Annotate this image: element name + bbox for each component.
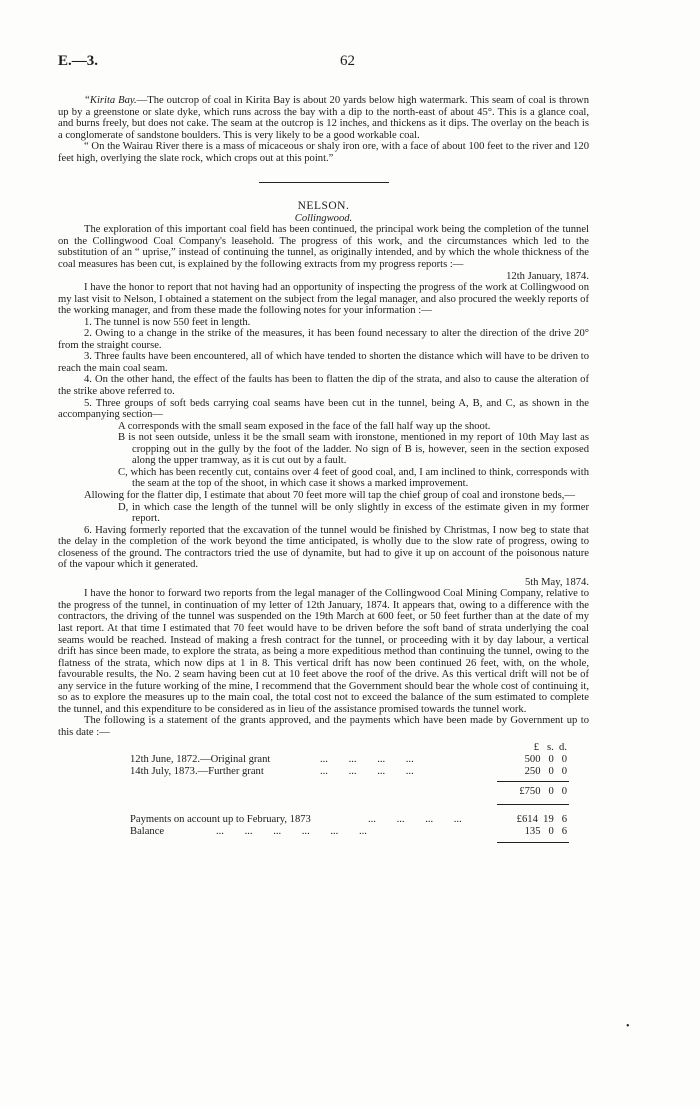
report1-allowing: Allowing for the flatter dip, I estimate that about 70 feet more will tap the chief group of coal and ironstone beds,— <box>84 489 575 501</box>
report1-item-3: 3. Three faults have been encountered, all of which have tended to shorten the distance which will have to be driven to reach the main coal seam. <box>58 351 589 374</box>
section-divider <box>259 182 389 183</box>
balance-amount: 135 0 6 <box>524 826 567 838</box>
sum-rule <box>497 804 569 805</box>
grant-row-2 <box>58 766 589 778</box>
total-underline-row <box>58 800 589 814</box>
payments-amount: £614 19 6 <box>516 814 567 826</box>
report1-item-6: 6. Having formerly reported that the excavation of the tunnel would be finished by Christmas, I now beg to state that the delay in the completion of the work beyond the time anticipated, is wholly due to the slow rate of progress, owing to closeness of the ground. The contractors tried the use of dynamite, but had to give it up on account of the poisonous nature of the vapour which it generated. <box>58 524 589 571</box>
sum-rule <box>497 842 569 843</box>
section-subtitle: Collingwood. <box>294 212 353 224</box>
seam-c: C, which has been recently cut, contains over 4 feet of good coal, and, I am inclined to think, corresponds with the seam at the top of the shoot, in which case it shows a marked improvement. <box>118 466 589 490</box>
leader-dots: ... ... ... ... <box>368 814 462 826</box>
quote-paragraph-wairau: “ On the Wairau River there is a mass of micaceous or shaly iron ore, with a face of about 100 feet to the river and 120 feet high, overlying the slate rock, which crops out at this point.” <box>58 141 589 164</box>
document-body <box>58 95 589 848</box>
report1-date: 12th January, 1874. <box>506 270 589 282</box>
grant-label: 14th July, 1873.—Further grant <box>130 766 264 778</box>
report1-opening: I have the honor to report that not having had an opportunity of inspecting the progress of the work at Collingwood on my last visit to Nelson, I obtained a statement on the subject from the legal manager, and also procured the weekly reports of the working manager, and from these made the following notes for your information :— <box>58 282 589 317</box>
stray-mark: • <box>626 1021 630 1032</box>
leader-dots: ... ... ... ... <box>320 766 414 778</box>
report1-item-1: 1. The tunnel is now 550 feet in length. <box>84 316 251 328</box>
grant-amount: 250 0 0 <box>524 766 567 778</box>
balance-row <box>58 826 589 838</box>
leader-dots: ... ... ... ... <box>320 754 414 766</box>
section-title: NELSON. <box>297 200 350 213</box>
grant-total-row <box>58 778 589 800</box>
seam-a: A corresponds with the small seam exposed in the face of the fall half way up the shoot. <box>118 420 491 432</box>
currency-header: £ s. d. <box>533 742 567 754</box>
report-code: E.—3. <box>58 53 99 69</box>
quote-paragraph-kirita <box>58 95 589 141</box>
report1-item-5: 5. Three groups of soft beds carrying coal seams have been cut in the tunnel, being A, B, and C, as shown in the accompanying section— <box>58 397 589 421</box>
grant-total: £750 0 0 <box>519 786 567 798</box>
report1-item-4: 4. On the other hand, the effect of the faults has been to flatten the dip of the strata, and also to cause the alteration of the strike above referred to. <box>58 374 589 398</box>
payments-row <box>58 814 589 826</box>
quote-text: —The outcrop of coal in Kirita Bay is about 20 yards below high watermark. This seam of coal is thrown up by a greenstone or slate dyke, which runs across the bay with a dip to the north-east of about 45°. This is a glance coal, and burns freely, but does not cake. The seam at the outcrop is 12 inches, and thickens as it dips. The overlay on the beach is a conglomerate of sandstone boulders. This is very likely to be a good workable coal. <box>58 95 589 141</box>
page-number: 62 <box>340 53 355 69</box>
grant-amount: 500 0 0 <box>524 754 567 766</box>
sum-rule <box>497 781 569 782</box>
balance-underline-row <box>58 838 589 848</box>
report2-text: I have the honor to forward two reports from the legal manager of the Collingwood Coal Mining Company, relative to the progress of the tunnel, in continuation of my letter of 12th January, 1874. It appears that, owing to a difference with the contractors, the driving of the tunnel was suspended on the 19th March at 600 feet, or 50 feet further than at the date of my last report. At that time I estimated that 70 feet would have to be driven before the soft band of strata underlying the coal seams would be reached. Instead of making a fresh contract for the tunnel, or proceeding with it by day labour, a vertical drift has since been made, to explore the strata, as being a more expeditious method than continuing the tunnel, owing to the flatness of the strata, which now dips at 1 in 8. This vertical drift has now been continued 26 feet, with, on the whole, favourable results, the No. 2 seam having been cut at 10 feet above the roof of the drive. As this vertical drift will not be of any service in the future working of the mine, I recommend that the Government should bear the whole cost of continuing it, so as to explore the measures up to the main coal, the total cost not to exceed the balance of the sum estimated to complete the tunnel, and this expenditure to be considered as in lieu of the assistance promised towards the tunnel work. <box>58 588 589 715</box>
seam-d: D, in which case the length of the tunnel will be only slightly in excess of the estimate given in my former report. <box>118 501 589 525</box>
currency-header-row <box>58 742 589 754</box>
accounts-table <box>58 742 589 848</box>
grant-row-1 <box>58 754 589 766</box>
payments-label: Payments on account up to February, 1873 <box>130 814 311 826</box>
report2-date: 5th May, 1874. <box>524 576 589 588</box>
quote-title: “Kirita Bay. <box>84 95 137 106</box>
leader-dots: ... ... ... ... ... ... <box>216 826 367 838</box>
report1-item-2: 2. Owing to a change in the strike of the measures, it has been found necessary to alter the direction of the drive 20° from the straight course. <box>58 328 589 351</box>
grant-label: 12th June, 1872.—Original grant <box>130 754 271 766</box>
seam-b: B is not seen outside, unless it be the small seam with ironstone, mentioned in my report of 10th May last as cropping out in the gully by the foot of the ladder. No sign of B is, however, seen in the section exposed along the upper tramway, as it is cut out by a fault. <box>118 432 589 467</box>
intro-paragraph: The exploration of this important coal field has been continued, the principal work being the completion of the tunnel on the Collingwood Coal Company's leasehold. The progress of this work, and the circumstances which led to the substitution of an “ uprise,” instead of continuing the tunnel, as originally intended, and by which the whole thickness of the coal measures has been cut, is explained by the following extracts from my progress reports :— <box>58 224 589 271</box>
balance-label: Balance <box>130 826 165 838</box>
statement-intro: The following is a statement of the grants approved, and the payments which have been made by Government up to this date :— <box>58 715 589 738</box>
